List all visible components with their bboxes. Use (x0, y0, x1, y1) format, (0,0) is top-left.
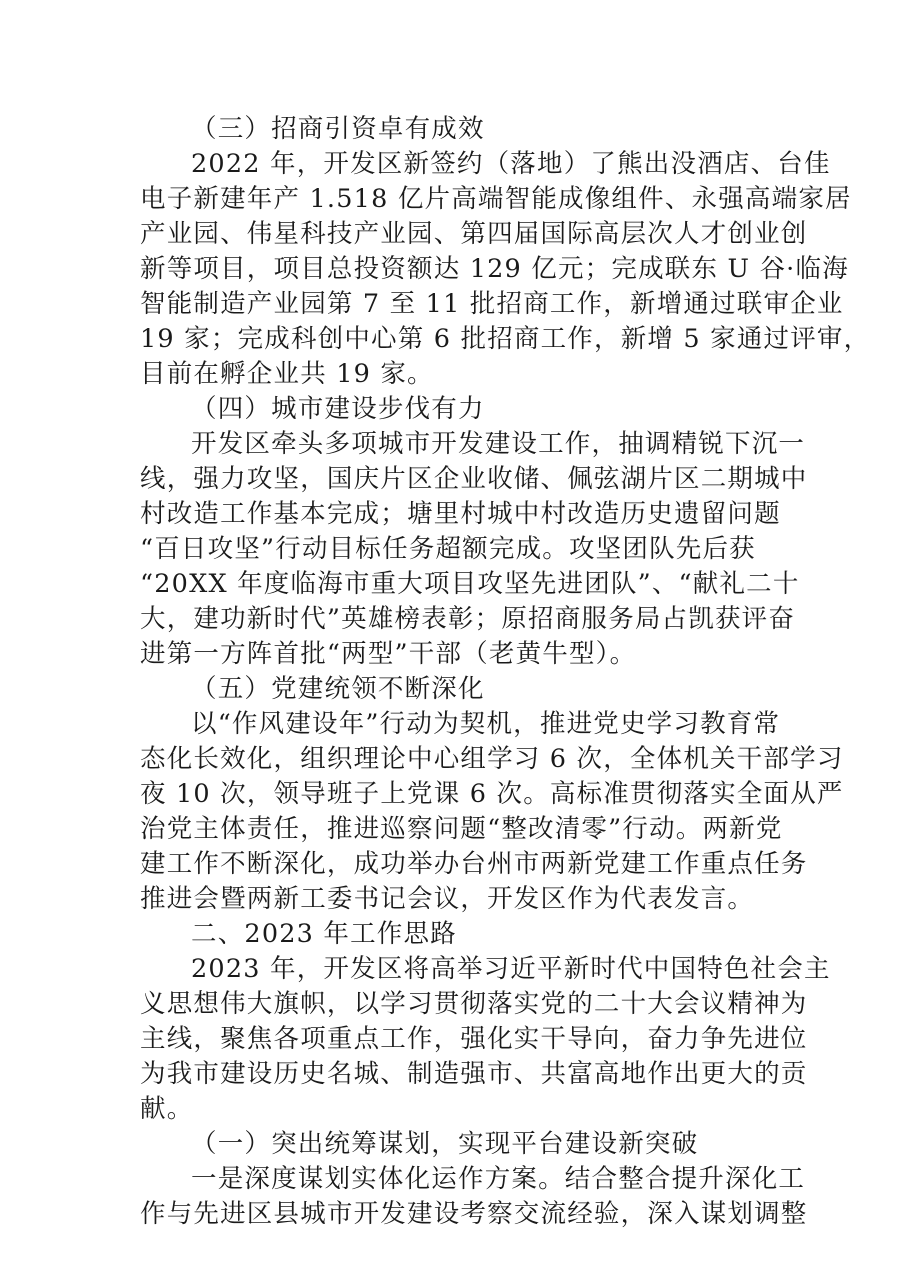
paragraph-line: 2022 年，开发区新签约（落地）了熊出没酒店、台佳 (191, 149, 831, 179)
paragraph-line: 智能制造产业园第 7 至 11 批招商工作，新增通过联审企业 (140, 289, 844, 319)
paragraph-line: “百日攻坚”行动目标任务超额完成。攻坚团队先后获 (140, 534, 756, 564)
heading-text: （三）招商引资卓有成效 (191, 114, 485, 144)
body-paragraph (140, 707, 844, 917)
section-heading (140, 1127, 780, 1162)
paragraph-line: 献。 (140, 1094, 194, 1124)
paragraph-line: 大，建功新时代”英雄榜表彰；原招商服务局占凯获评奋 (140, 604, 796, 634)
heading-text: （四）城市建设步伐有力 (191, 394, 485, 424)
paragraph-line: 一是深度谋划实体化运作方案。结合整合提升深化工 (191, 1164, 806, 1194)
heading-text: （一）突出统筹谋划，实现平台建设新突破 (191, 1129, 699, 1159)
paragraph-line: 治党主体责任，推进巡察问题“整改清零”行动。两新党 (140, 814, 783, 844)
section-heading (140, 672, 780, 707)
body-paragraph (140, 147, 871, 392)
heading-text: （五）党建统领不断深化 (191, 674, 485, 704)
paragraph-line: 推进会暨两新工委书记会议，开发区作为代表发言。 (140, 884, 755, 914)
section-heading (140, 112, 780, 147)
paragraph-line: 义思想伟大旗帜，以学习贯彻落实党的二十大会议精神为 (140, 989, 808, 1019)
paragraph-line: 新等项目，项目总投资额达 129 亿元；完成联东 U 谷·临海 (140, 254, 849, 284)
paragraph-line: 19 家；完成科创中心第 6 批招商工作，新增 5 家通过评审， (140, 324, 871, 354)
paragraph-line: 主线，聚焦各项重点工作，强化实干导向，奋力争先进位 (140, 1024, 808, 1054)
body-paragraph (140, 952, 831, 1127)
paragraph-line: 夜 10 次，领导班子上党课 6 次。高标准贯彻落实全面从严 (140, 779, 844, 809)
paragraph-line: 进第一方阵首批“两型”干部（老黄牛型）。 (140, 639, 637, 669)
paragraph-line: “20XX 年度临海市重大项目攻坚先进团队”、“献礼二十 (140, 569, 800, 599)
paragraph-line: 2023 年，开发区将高举习近平新时代中国特色社会主 (191, 954, 831, 984)
paragraph-line: 作与先进区县城市开发建设考察交流经验，深入谋划调整 (140, 1199, 808, 1229)
paragraph-line: 目前在孵企业共 19 家。 (140, 359, 434, 389)
paragraph-line: 产业园、伟星科技产业园、第四届国际高层次人才创业创 (140, 219, 808, 249)
paragraph-line: 村改造工作基本完成；塘里村城中村改造历史遗留问题 (140, 499, 781, 529)
section-heading (140, 917, 780, 952)
heading-text: 二、2023 年工作思路 (191, 919, 457, 949)
paragraph-line: 以“作风建设年”行动为契机，推进党史学习教育常 (191, 709, 781, 739)
paragraph-line: 电子新建年产 1.518 亿片高端智能成像组件、永强高端家居 (140, 184, 852, 214)
document-body (140, 112, 871, 1232)
body-paragraph (140, 1162, 808, 1232)
paragraph-line: 为我市建设历史名城、制造强市、共富高地作出更大的贡 (140, 1059, 808, 1089)
paragraph-line: 线，强力攻坚，国庆片区企业收储、佩弦湖片区二期城中 (140, 464, 808, 494)
paragraph-line: 态化长效化，组织理论中心组学习 6 次，全体机关干部学习 (140, 744, 844, 774)
body-paragraph (140, 427, 808, 672)
section-heading (140, 392, 780, 427)
paragraph-line: 开发区牵头多项城市开发建设工作，抽调精锐下沉一 (191, 429, 806, 459)
paragraph-line: 建工作不断深化，成功举办台州市两新党建工作重点任务 (140, 849, 808, 879)
